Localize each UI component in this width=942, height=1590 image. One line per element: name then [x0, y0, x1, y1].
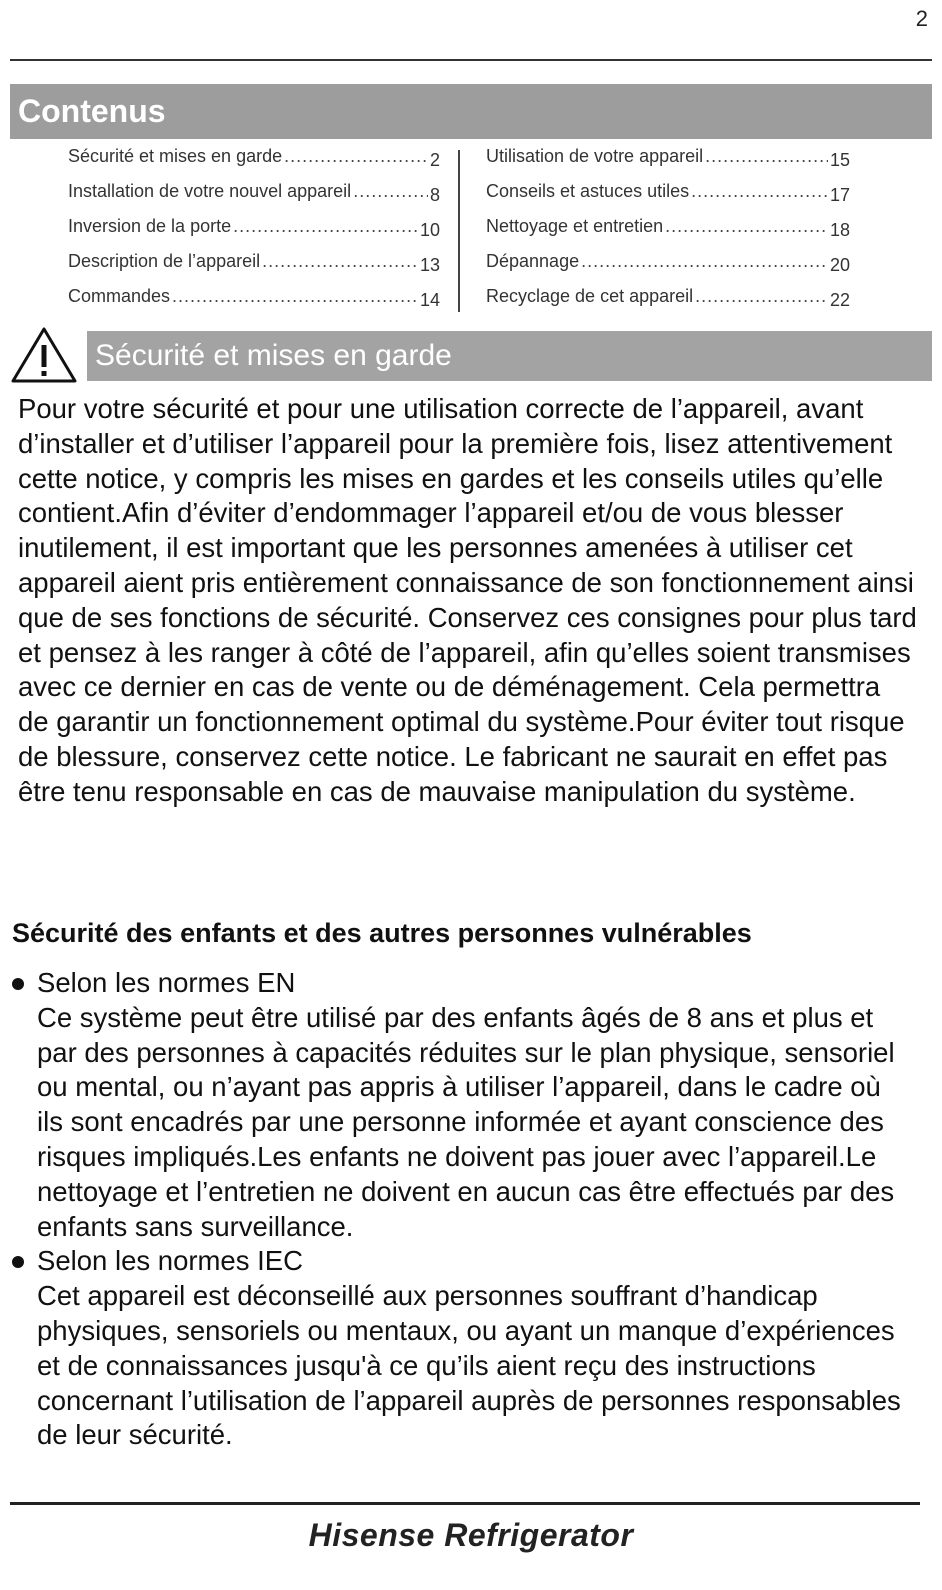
bullet-item [0, 1244, 907, 1453]
toc-entry-page: 15 [829, 150, 850, 170]
toc-entry[interactable] [486, 216, 850, 251]
section-title: Sécurité et mises en garde [87, 331, 932, 381]
toc-entry[interactable] [486, 181, 850, 216]
toc-entry-label: Recyclage de cet appareil [486, 286, 694, 306]
toc-entry[interactable] [68, 181, 440, 216]
toc-entry-label: Description de l’appareil [68, 251, 261, 271]
warning-icon [10, 326, 78, 384]
toc-entry-label: Inversion de la porte [68, 216, 232, 236]
toc-column-divider [458, 150, 460, 312]
table-of-contents [0, 146, 942, 318]
toc-entry-label: Sécurité et mises en garde [68, 146, 283, 166]
toc-entry-page: 10 [419, 220, 440, 240]
toc-entry-label: Dépannage [486, 251, 580, 271]
toc-entry-page: 14 [419, 290, 440, 310]
top-divider [10, 59, 932, 61]
subsection-heading: Sécurité des enfants et des autres personnes vulnérables [12, 918, 752, 948]
contents-header: Contenus [10, 84, 932, 139]
bullet-dot-icon [12, 978, 24, 990]
toc-entry-page: 2 [429, 150, 440, 170]
bottom-divider [10, 1502, 920, 1505]
toc-entry[interactable] [68, 216, 440, 251]
toc-entry-page: 17 [829, 185, 850, 205]
toc-entry-page: 18 [829, 220, 850, 240]
toc-entry[interactable] [486, 286, 850, 321]
toc-entry-label: Nettoyage et entretien [486, 216, 664, 236]
toc-entry[interactable] [68, 146, 440, 181]
toc-entry-page: 22 [829, 290, 850, 310]
bullet-item [0, 966, 907, 1244]
toc-entry-label: Conseils et astuces utiles [486, 181, 690, 201]
toc-entry[interactable] [68, 286, 440, 321]
bullet-title: Selon les normes EN [37, 967, 296, 998]
toc-entry-label: Installation de votre nouvel appareil [68, 181, 352, 201]
toc-entry-page: 8 [429, 185, 440, 205]
toc-entry[interactable] [68, 251, 440, 286]
toc-right-column [486, 146, 850, 321]
bullet-text: Cet appareil est déconseillé aux personnes souffrant d’handicap physiques, sensoriels ou mentaux, ou ayant un manque d’expériences et de connaissances jusqu'à ce qu’ils aient reçu des instructions concernant l’utilisation de l’appareil auprès de personnes responsables de leur sécurité. [37, 1280, 901, 1451]
bullet-text: Ce système peut être utilisé par des enfants âgés de 8 ans et plus et par des personnes à capacités réduites sur le plan physique, sensoriel ou mental, ou n’ayant pas appris à utiliser l’appareil, dans le cadre où ils sont encadrés par une personne informée et ayant conscience des risques impliqués.Les enfants ne doivent pas jouer avec l’appareil.Le nettoyage et l’entretien ne doivent en aucun cas être effectués par des enfants sans surveillance. [37, 1001, 895, 1242]
toc-entry[interactable] [486, 251, 850, 286]
toc-entry[interactable] [486, 146, 850, 181]
toc-entry-label: Utilisation de votre appareil [486, 146, 704, 166]
bullet-dot-icon [12, 1256, 24, 1268]
toc-entry-page: 20 [829, 255, 850, 275]
toc-entry-page: 13 [419, 255, 440, 275]
toc-entry-label: Commandes [68, 286, 171, 306]
toc-left-column [68, 146, 440, 321]
intro-paragraph: Pour votre sécurité et pour une utilisation correcte de l’appareil, avant d’installer et d’utiliser l’appareil pour la première fois, lisez attentivement cette notice, y compris les mises en gardes et les conseils utiles qu’elle contient.Afin d’éviter d’endommager l’appareil et/ou de vous blesser inutilement, il est important que les personnes amenées à utiliser cet appareil aient pris entièrement connaissance de son fonctionnement ainsi que de ses fonctions de sécurité. Conservez ces consignes pour plus tard et pensez à les ranger à côté de l’appareil, afin qu’elles soient transmises avec ce dernier en cas de vente ou de déménagement. Cela permettra de garantir un fonctionnement optimal du système.Pour éviter tout risque de blessure, conservez cette notice. Le fabricant ne saurait en effet pas être tenu responsable en cas de mauvaise manipulation du système. [18, 393, 917, 807]
footer-brand: Hisense Refrigerator [308, 1517, 634, 1553]
page-number: 2 [915, 6, 928, 31]
bullet-title: Selon les normes IEC [37, 1245, 303, 1277]
safety-bullets [0, 966, 942, 1453]
